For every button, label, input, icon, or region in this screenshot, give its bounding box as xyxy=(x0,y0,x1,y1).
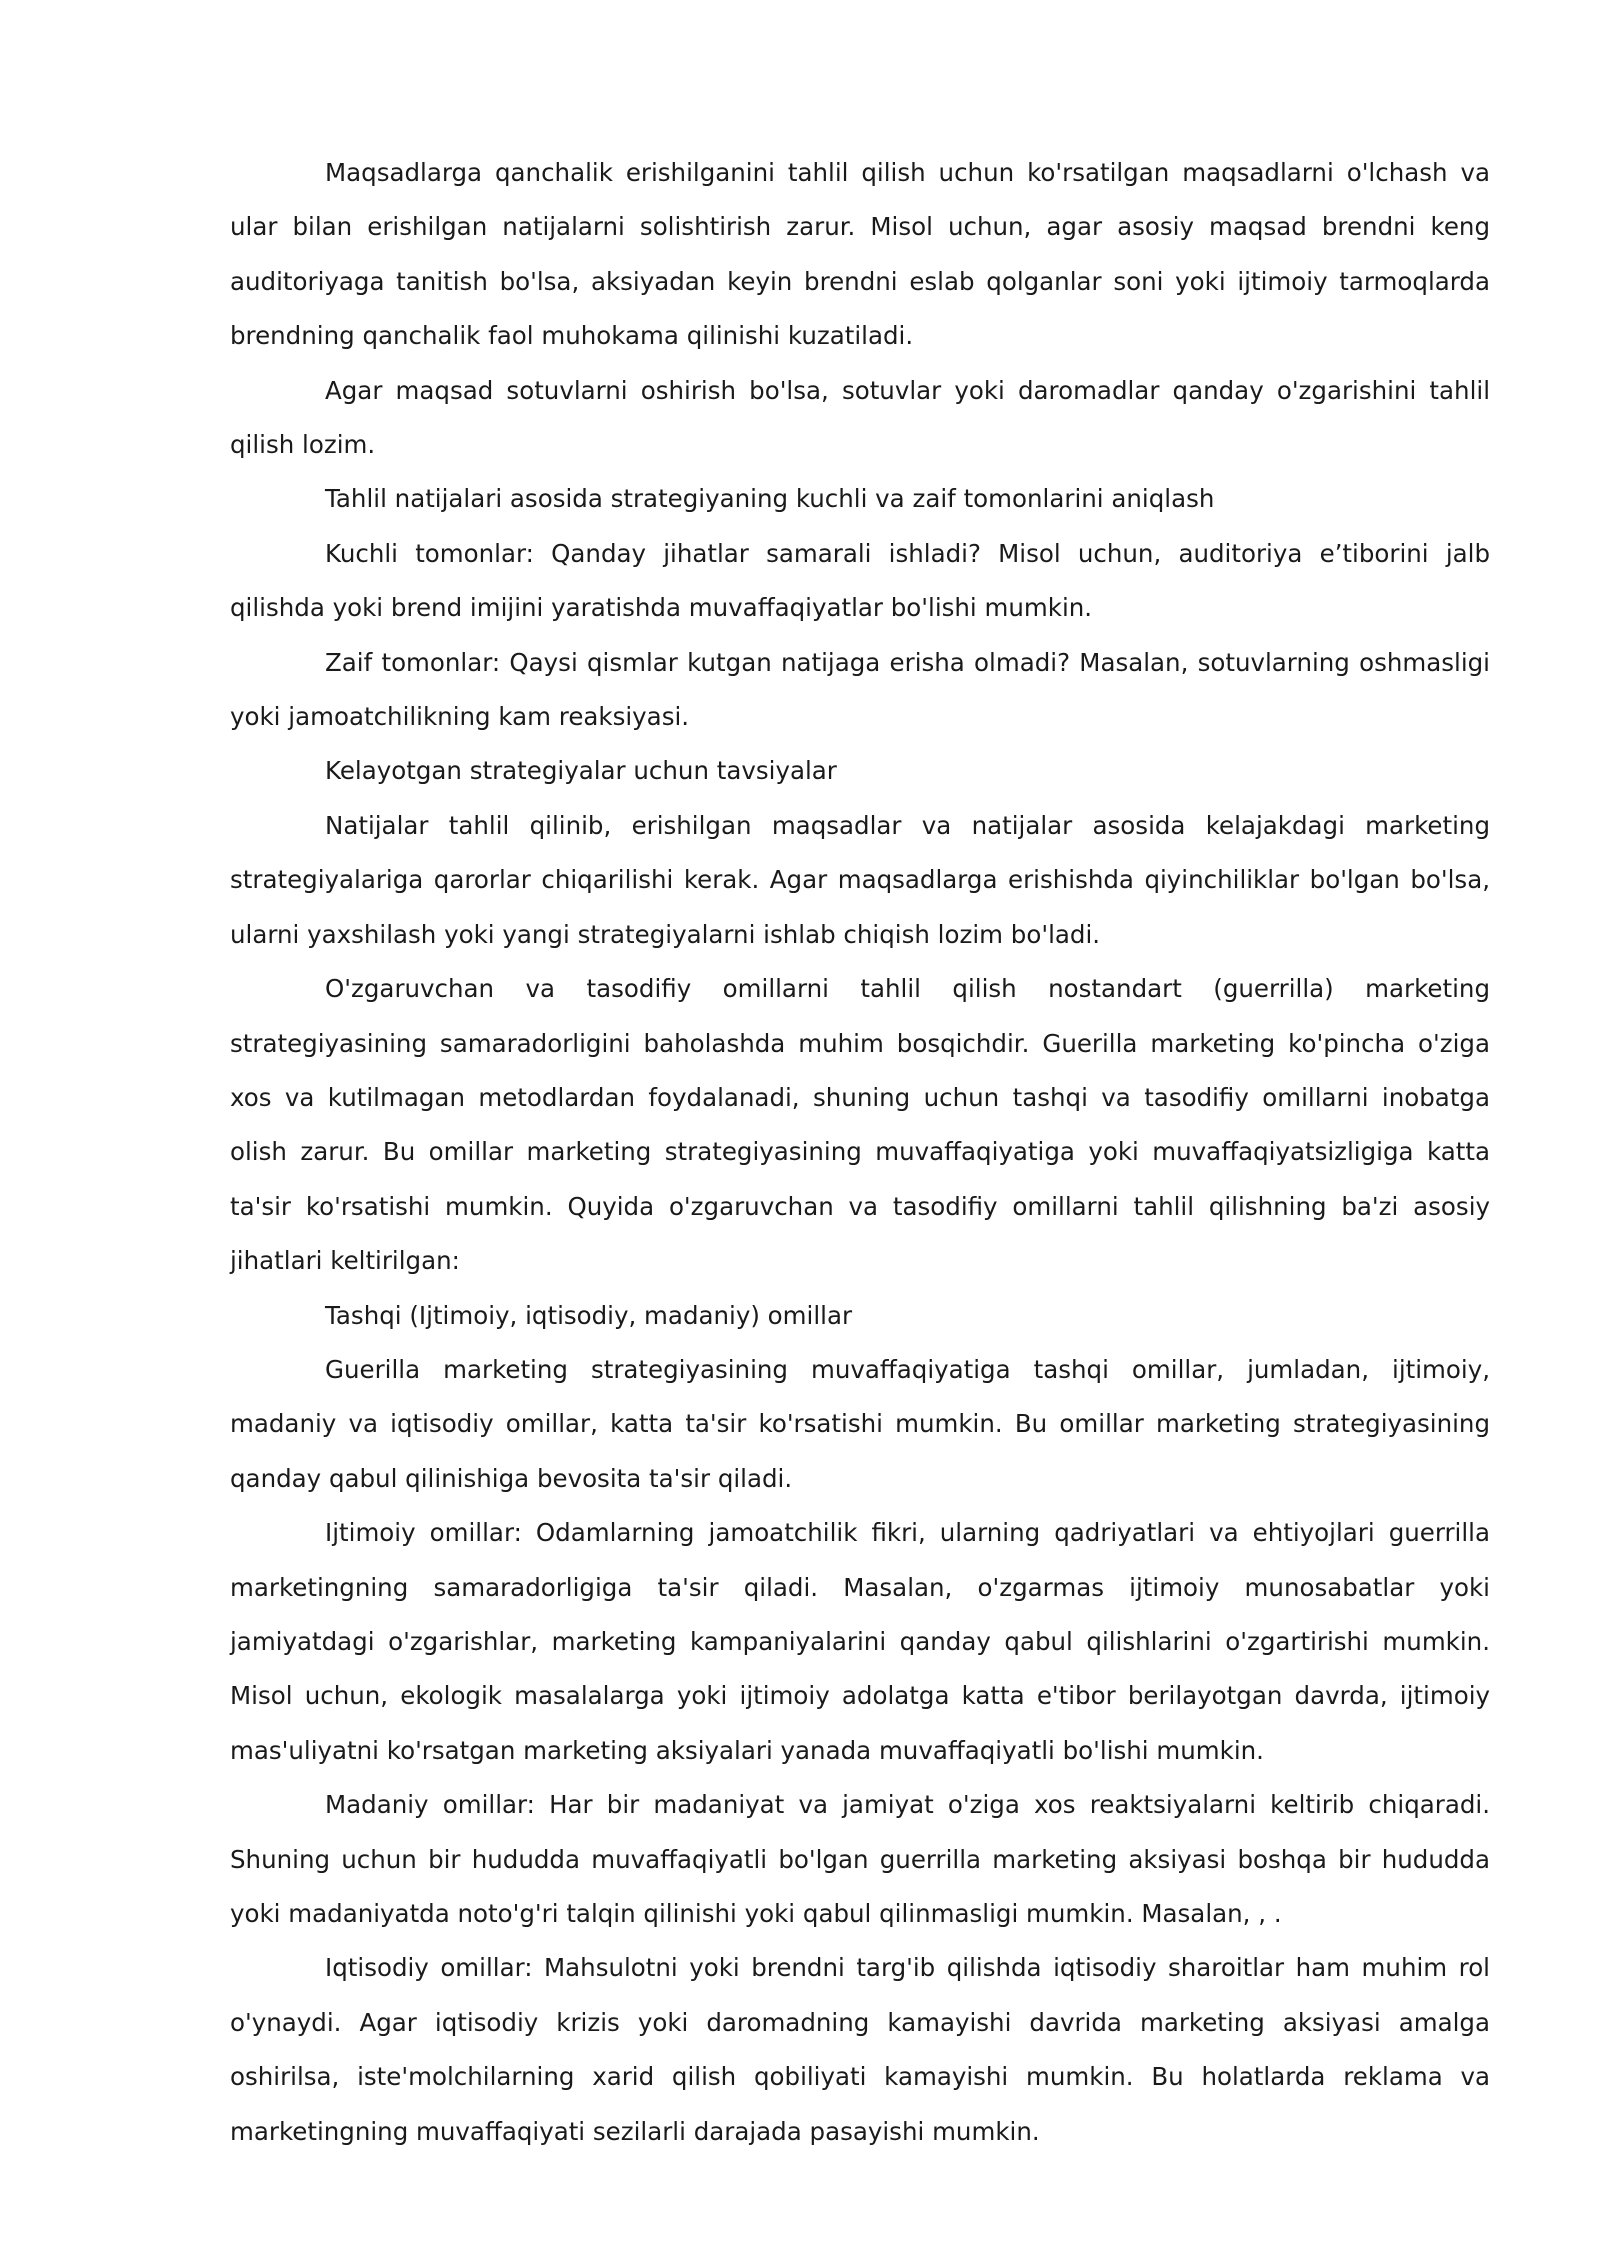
document-body xyxy=(230,146,1490,2159)
paragraph: Agar maqsad sotuvlarni oshirish bo'lsa, sotuvlar yoki daromadlar qanday o'zgarishini tahlil qilish lozim. xyxy=(230,375,1490,460)
paragraph: O'zgaruvchan va tasodifiy omillarni tahlil qilish nostandart (guerrilla) marketing strategiyasining samaradorligini baholashda muhim bosqichdir. Guerilla marketing ko'pincha o'ziga xos va kutilmagan metodlardan foydalanadi, shuning uchun tashqi va tasodifiy omillarni inobatga olish zarur. Bu omillar marketing strategiyasining muvaffaqiyatiga yoki muvaffaqiyatsizligiga katta ta'sir ko'rsatishi mumkin. Quyida o'zgaruvchan va tasodifiy omillarni tahlil qilishning ba'zi asosiy jihatlari keltirilgan: xyxy=(230,974,1490,1276)
paragraph: Zaif tomonlar: Qaysi qismlar kutgan natijaga erisha olmadi? Masalan, sotuvlarning oshmasligi yoki jamoatchilikning kam reaksiyasi. xyxy=(230,647,1490,732)
paragraph: Kuchli tomonlar: Qanday jihatlar samarali ishladi? Misol uchun, auditoriya e’tiborini jalb qilishda yoki brend imijini yaratishda muvaffaqiyatlar bo'lishi mumkin. xyxy=(230,538,1490,623)
section-heading: Tahlil natijalari asosida strategiyaning kuchli va zaif tomonlarini aniqlash xyxy=(325,484,1215,514)
section-heading: Kelayotgan strategiyalar uchun tavsiyalar xyxy=(325,756,837,786)
paragraph: Maqsadlarga qanchalik erishilganini tahlil qilish uchun ko'rsatilgan maqsadlarni o'lchash va ular bilan erishilgan natijalarni solishtirish zarur. Misol uchun, agar asosiy maqsad brendni keng auditoriyaga tanitish bo'lsa, aksiyadan keyin brendni eslab qolganlar soni yoki ijtimoiy tarmoqlarda brendning qanchalik faol muhokama qilinishi kuzatiladi. xyxy=(230,158,1490,351)
paragraph: Ijtimoiy omillar: Odamlarning jamoatchilik fikri, ularning qadriyatlari va ehtiyojlari guerrilla marketingning samaradorligiga ta'sir qiladi. Masalan, o'zgarmas ijtimoiy munosabatlar yoki jamiyatdagi o'zgarishlar, marketing kampaniyalarini qanday qabul qilishlarini o'zgartirishi mumkin. Misol uchun, ekologik masalalarga yoki ijtimoiy adolatga katta e'tibor berilayotgan davrda, ijtimoiy mas'uliyatni ko'rsatgan marketing aksiyalari yanada muvaffaqiyatli bo'lishi mumkin. xyxy=(230,1518,1490,1765)
paragraph: Iqtisodiy omillar: Mahsulotni yoki brendni targ'ib qilishda iqtisodiy sharoitlar ham muhim rol o'ynaydi. Agar iqtisodiy krizis yoki daromadning kamayishi davrida marketing aksiyasi amalga oshirilsa, iste'molchilarning xarid qilish qobiliyati kamayishi mumkin. Bu holatlarda reklama va marketingning muvaffaqiyati sezilarli darajada pasayishi mumkin. xyxy=(230,1953,1490,2146)
paragraph: Guerilla marketing strategiyasining muvaffaqiyatiga tashqi omillar, jumladan, ijtimoiy, madaniy va iqtisodiy omillar, katta ta'sir ko'rsatishi mumkin. Bu omillar marketing strategiyasining qanday qabul qilinishiga bevosita ta'sir qiladi. xyxy=(230,1354,1490,1493)
section-heading: Tashqi (Ijtimoiy, iqtisodiy, madaniy) omillar xyxy=(325,1300,853,1330)
paragraph: Madaniy omillar: Har bir madaniyat va jamiyat o'ziga xos reaktsiyalarni keltirib chiqaradi. Shuning uchun bir hududda muvaffaqiyatli bo'lgan guerrilla marketing aksiyasi boshqa bir hududda yoki madaniyatda noto'g'ri talqin qilinishi yoki qabul qilinmasligi mumkin. Masalan, , . xyxy=(230,1790,1490,1928)
paragraph: Natijalar tahlil qilinib, erishilgan maqsadlar va natijalar asosida kelajakdagi marketing strategiyalariga qarorlar chiqarilishi kerak. Agar maqsadlarga erishishda qiyinchiliklar bo'lgan bo'lsa, ularni yaxshilash yoki yangi strategiyalarni ishlab chiqish lozim bo'ladi. xyxy=(230,810,1490,949)
